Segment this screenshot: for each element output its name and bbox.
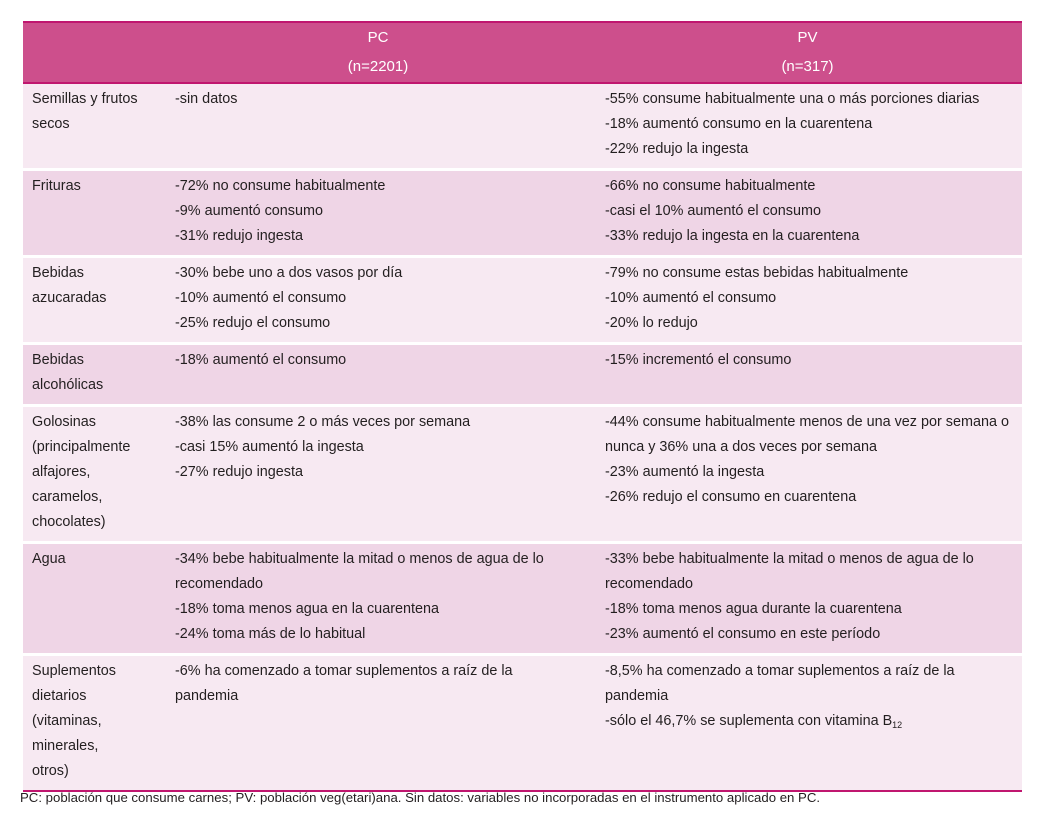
category-line: (principalmente <box>32 439 131 455</box>
pv-line: -79% no consume estas bebidas habitualmente <box>605 265 909 281</box>
category-line: (vitaminas, <box>32 713 102 729</box>
pc-line: -25% redujo el consumo <box>175 315 331 331</box>
b12-subscript: 12 <box>892 720 903 730</box>
row-pv-cell <box>593 410 1022 535</box>
pv-line: -casi el 10% aumentó el consumo <box>605 203 821 219</box>
row-category <box>23 87 163 162</box>
pv-line: nunca y 36% una a dos veces por semana <box>605 439 877 455</box>
pv-line: -18% toma menos agua durante la cuarentena <box>605 601 902 617</box>
row-pv-cell <box>593 659 1022 784</box>
pv-line: -33% bebe habitualmente la mitad o menos de agua de lo <box>605 551 974 567</box>
pv-b12-line <box>605 709 1022 734</box>
header-pc-n: (n=2201) <box>347 58 409 75</box>
pc-line: -31% redujo ingesta <box>175 228 303 244</box>
pc-line: -24% toma más de lo habitual <box>175 626 366 642</box>
pv-line: -26% redujo el consumo en cuarentena <box>605 489 857 505</box>
header-pv <box>593 23 1022 81</box>
pc-line: -30% bebe uno a dos vasos por día <box>175 265 403 281</box>
row-category <box>23 410 163 535</box>
row-category <box>23 348 163 398</box>
table-header <box>23 21 1022 84</box>
category-line: chocolates) <box>32 514 106 530</box>
category-line: minerales, <box>32 738 99 754</box>
pv-line: -66% no consume habitualmente <box>605 178 816 194</box>
category-line: alfajores, <box>32 464 91 480</box>
category-line: secos <box>32 116 70 132</box>
pv-line: -8,5% ha comenzado a tomar suplementos a raíz de la <box>605 663 955 679</box>
pv-line: -15% incrementó el consumo <box>605 352 792 368</box>
category-line: azucaradas <box>32 290 107 306</box>
row-pc-cell <box>163 348 593 398</box>
pv-line: -10% aumentó el consumo <box>605 290 777 306</box>
header-pc <box>163 23 593 81</box>
category-line: Semillas y frutos <box>32 91 138 107</box>
row-pv-cell <box>593 87 1022 162</box>
header-pv-n: (n=317) <box>781 58 834 75</box>
pv-b12-text: -sólo el 46,7% se suplementa con vitamina B <box>605 713 893 729</box>
table-row <box>23 171 1022 258</box>
category-line: Suplementos <box>32 663 116 679</box>
pc-line: -34% bebe habitualmente la mitad o menos de agua de lo <box>175 551 544 567</box>
row-pv-cell <box>593 174 1022 249</box>
row-pc-cell <box>163 261 593 336</box>
row-pv-cell <box>593 261 1022 336</box>
category-line: dietarios <box>32 688 87 704</box>
row-category <box>23 547 163 647</box>
header-pv-label: PV <box>797 29 818 46</box>
row-pc-cell <box>163 87 593 162</box>
category-line: otros) <box>32 763 69 779</box>
row-category <box>23 261 163 336</box>
table-row <box>23 544 1022 656</box>
header-pc-label: PC <box>367 29 389 46</box>
category-line: Golosinas <box>32 414 96 430</box>
row-pc-cell <box>163 174 593 249</box>
pv-line: pandemia <box>605 688 669 704</box>
row-pc-cell <box>163 410 593 535</box>
category-line: Bebidas <box>32 352 85 368</box>
row-pv-cell <box>593 348 1022 398</box>
table-row <box>23 258 1022 345</box>
pc-line: -72% no consume habitualmente <box>175 178 386 194</box>
table-footnote: PC: población que consume carnes; PV: población veg(etari)ana. Sin datos: variables no incorporadas en el instrumento aplicado en PC. <box>20 790 821 805</box>
pc-line: -38% las consume 2 o más veces por semana <box>175 414 471 430</box>
pc-line: recomendado <box>175 576 264 592</box>
pv-line: -33% redujo la ingesta en la cuarentena <box>605 228 860 244</box>
pv-line: -23% aumentó la ingesta <box>605 464 765 480</box>
row-category <box>23 174 163 249</box>
pv-line: -23% aumentó el consumo en este período <box>605 626 881 642</box>
category-line: alcohólicas <box>32 377 104 393</box>
pv-line: -18% aumentó consumo en la cuarentena <box>605 116 873 132</box>
table-row <box>23 84 1022 171</box>
pv-line: -44% consume habitualmente menos de una vez por semana o <box>605 414 1009 430</box>
pc-line: -27% redujo ingesta <box>175 464 303 480</box>
pv-line: -55% consume habitualmente una o más porciones diarias <box>605 91 980 107</box>
pc-line: -10% aumentó el consumo <box>175 290 347 306</box>
pc-line: -6% ha comenzado a tomar suplementos a raíz de la <box>175 663 513 679</box>
row-category <box>23 659 163 784</box>
pc-line: pandemia <box>175 688 239 704</box>
pv-line: -22% redujo la ingesta <box>605 141 749 157</box>
category-line: Frituras <box>32 178 81 194</box>
pv-line: recomendado <box>605 576 694 592</box>
pc-line: -18% toma menos agua en la cuarentena <box>175 601 439 617</box>
table-row <box>23 656 1022 792</box>
category-line: Bebidas <box>32 265 85 281</box>
pv-line: -20% lo redujo <box>605 315 698 331</box>
pc-line: -9% aumentó consumo <box>175 203 323 219</box>
category-line: Agua <box>32 551 66 567</box>
pc-line: -sin datos <box>175 91 238 107</box>
nutrition-comparison-table <box>23 21 1022 792</box>
table-row <box>23 407 1022 544</box>
row-pc-cell <box>163 659 593 784</box>
row-pv-cell <box>593 547 1022 647</box>
table-row <box>23 345 1022 407</box>
category-line: caramelos, <box>32 489 103 505</box>
pc-line: -casi 15% aumentó la ingesta <box>175 439 364 455</box>
row-pc-cell <box>163 547 593 647</box>
pc-line: -18% aumentó el consumo <box>175 352 347 368</box>
